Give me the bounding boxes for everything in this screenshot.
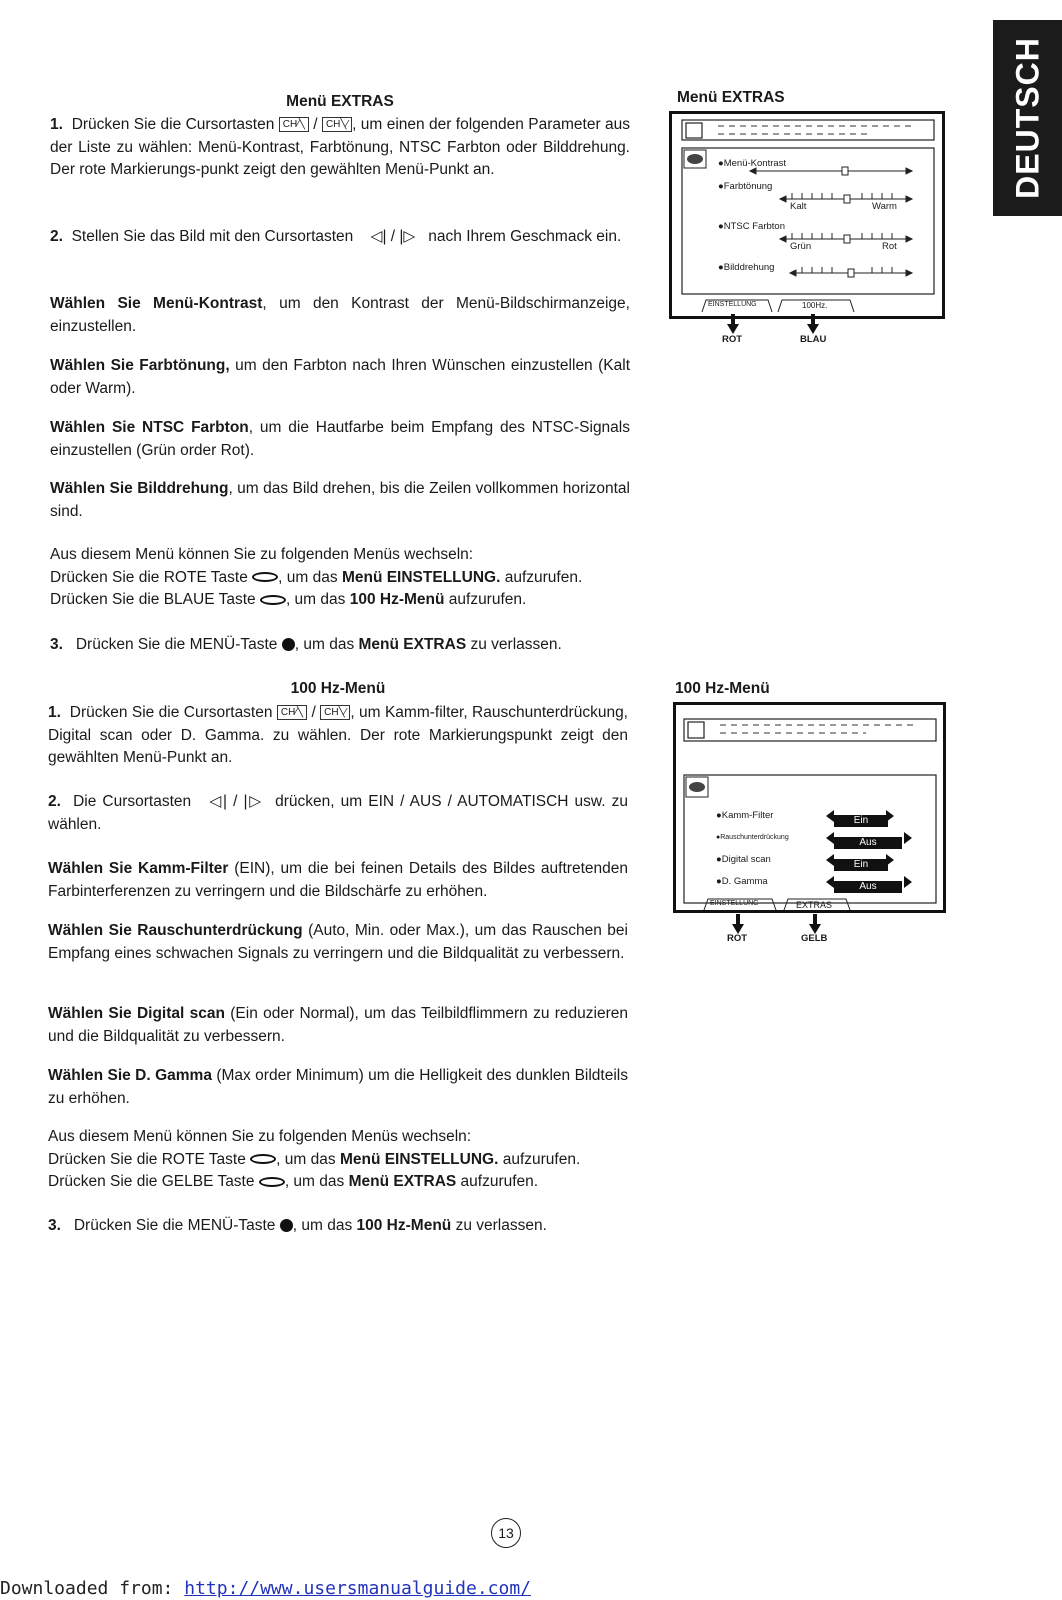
page-number: 13 bbox=[491, 1518, 521, 1548]
fig-extras-label-blau: BLAU bbox=[800, 334, 827, 345]
fig-extras-kalt: Kalt bbox=[790, 201, 807, 212]
channel-down-key-icon: CH╲⁄ bbox=[320, 705, 350, 720]
extras-step1: 1. Drücken Sie die Cursortasten CH⁄╲ / CH╲⁄ , um einen der folgenden Parameter aus der Liste zu wählen: Menü-Kontrast, Farbtönung, NTSC Farbton oder Bilddrehung. Der rote Markierungs-punkt zeigt den gewählten Menü-Punkt an. bbox=[50, 116, 630, 178]
fig-hz-title: 100 Hz-Menü bbox=[675, 680, 770, 697]
footer bbox=[0, 1578, 531, 1599]
fig-hz-tab-right: EXTRAS bbox=[796, 900, 833, 910]
arrow-blau bbox=[807, 324, 819, 334]
red-button-icon bbox=[250, 1154, 276, 1164]
info-icon bbox=[688, 722, 704, 738]
fig-extras-drawing bbox=[672, 114, 942, 316]
red-button-icon bbox=[252, 572, 278, 582]
volume-up-key-icon: |▷ bbox=[399, 228, 416, 245]
fig-extras-screen bbox=[669, 111, 945, 319]
hz-comb-para: Wählen Sie Kamm-Filter (EIN), um die bei feinen Details des Bildes auftretenden Farbinterferenzen zu verringern und die Bildschärfe zu erhöhen. bbox=[48, 860, 628, 900]
arrow-rot bbox=[727, 324, 739, 334]
channel-up-key-icon: CH⁄╲ bbox=[277, 705, 307, 720]
fig-hz-row-value: Ein bbox=[834, 854, 888, 872]
extras-step3: 3. Drücken Sie die MENÜ-Taste , um das Menü EXTRAS zu verlassen. bbox=[50, 636, 562, 653]
extras-heading: Menü EXTRAS bbox=[286, 93, 394, 110]
fig-extras-item-0: ●Menü-Kontrast bbox=[718, 158, 787, 169]
fig-extras-tab-right: 100Hz. bbox=[802, 301, 828, 310]
info-bar bbox=[682, 120, 934, 140]
hz-gamma-para: Wählen Sie D. Gamma (Max order Minimum) um die Helligkeit des dunklen Bildteils zu erhöhen. bbox=[48, 1067, 628, 1107]
extras-contrast-para: Wählen Sie Menü-Kontrast, um den Kontrast der Menü-Bildschirmanzeige, einzustellen. bbox=[50, 295, 630, 335]
fig-extras-tab-left: EINSTELLUNG bbox=[708, 301, 757, 308]
channel-up-key-icon: CH⁄╲ bbox=[279, 117, 309, 132]
footer-prefix: Downloaded from: bbox=[0, 1578, 185, 1599]
blue-button-icon bbox=[260, 595, 286, 605]
extras-tint-para: Wählen Sie Farbtönung, um den Farbton nach Ihren Wünschen einzustellen (Kalt oder Warm). bbox=[50, 357, 631, 397]
extras-rotation-para: Wählen Sie Bilddrehung, um das Bild drehen, bis die Zeilen vollkommen horizontal sind. bbox=[50, 480, 630, 520]
fig-extras-title: Menü EXTRAS bbox=[677, 89, 785, 106]
channel-down-key-icon: CH╲⁄ bbox=[322, 117, 352, 132]
menu-button-icon bbox=[282, 638, 295, 651]
fig-extras-item-2: ●NTSC Farbton bbox=[718, 221, 785, 232]
hz-step3: 3. Drücken Sie die MENÜ-Taste , um das 100 Hz-Menü zu verlassen. bbox=[48, 1217, 547, 1234]
info-icon bbox=[686, 123, 702, 138]
fig-extras-gruen: Grün bbox=[790, 241, 812, 252]
footer-link[interactable]: http://www.usersmanualguide.com/ bbox=[184, 1578, 532, 1599]
language-tab-label: DEUTSCH bbox=[1009, 37, 1045, 199]
eye-icon bbox=[689, 782, 705, 792]
hz-step2: 2. Die Cursortasten ◁| / |▷ drücken, um EIN / AUS / AUTOMATISCH usw. zu wählen. bbox=[48, 793, 629, 833]
extras-switch-block: Aus diesem Menü können Sie zu folgenden Menüs wechseln: Drücken Sie die ROTE Taste , um das Menü EINSTELLUNG. aufzurufen. Drücken Sie die BLAUE Taste , um das 100 Hz-Menü aufzurufen. bbox=[50, 546, 583, 608]
fig-hz-label-gelb: GELB bbox=[801, 933, 828, 944]
fig-hz-row-value: Aus bbox=[834, 832, 902, 850]
extras-ntsc-para: Wählen Sie NTSC Farbton, um die Hautfarbe beim Empfang des NTSC-Signals einzustellen (Grün order Rot). bbox=[50, 419, 630, 459]
fig-hz-row-label: ●D. Gamma bbox=[716, 876, 768, 887]
hz-noise-para: Wählen Sie Rauschunterdrückung (Auto, Min. oder Max.), um das Rauschen bei Empfang eines schwachen Signals zu verringern und die Bildqualität zu verbessern. bbox=[48, 922, 628, 962]
fig-extras-item-3: ●Bilddrehung bbox=[718, 262, 775, 273]
extras-step2: 2. Stellen Sie das Bild mit den Cursortasten ◁| / |▷ nach Ihrem Geschmack ein. bbox=[50, 228, 622, 245]
rotation-slider bbox=[790, 267, 912, 277]
fig-extras-warm: Warm bbox=[872, 201, 897, 212]
info-bar bbox=[684, 719, 936, 741]
fig-hz-arrows bbox=[725, 912, 835, 934]
hz-digital-para: Wählen Sie Digital scan (Ein oder Normal), um das Teilbildflimmern zu reduzieren und die Bildqualität zu verbessern. bbox=[48, 1005, 628, 1045]
hz-heading: 100 Hz-Menü bbox=[290, 680, 386, 697]
hz-step1: 1. Drücken Sie die Cursortasten CH⁄╲ / CH╲⁄ , um Kamm-filter, Rauschunterdrückung, Digital scan oder D. Gamma. zu wählen. Der rote Markierungspunkt zeigt den gewählten Menü-Punkt an. bbox=[48, 704, 628, 766]
fig-hz-row-label: ●Rauschunterdrückung bbox=[716, 834, 789, 841]
fig-hz-row-label: ●Kamm-Filter bbox=[716, 810, 774, 821]
fig-extras-label-rot: ROT bbox=[722, 334, 743, 345]
fig-hz-label-rot: ROT bbox=[727, 933, 748, 944]
fig-extras-item-1: ●Farbtönung bbox=[718, 181, 773, 192]
fig-hz-row-value: Aus bbox=[834, 876, 902, 894]
menu-button-icon bbox=[280, 1219, 293, 1232]
fig-hz-row-label: ●Digital scan bbox=[716, 854, 771, 865]
volume-down-key-icon: ◁| bbox=[370, 228, 387, 245]
language-tab bbox=[993, 20, 1062, 216]
eye-icon bbox=[687, 154, 703, 164]
yellow-button-icon bbox=[259, 1177, 285, 1187]
fig-hz-screen bbox=[673, 702, 946, 913]
hz-switch-block: Aus diesem Menü können Sie zu folgenden Menüs wechseln: Drücken Sie die ROTE Taste , um das Menü EINSTELLUNG. aufzurufen. Drücken Sie die GELBE Taste , um das Menü EXTRAS aufzurufen. bbox=[48, 1128, 581, 1190]
fig-extras-arrows bbox=[720, 312, 830, 334]
fig-extras-rot: Rot bbox=[882, 241, 897, 252]
volume-down-key-icon: ◁| bbox=[209, 793, 228, 810]
fig-hz-row-value: Ein bbox=[834, 810, 888, 828]
volume-up-key-icon: |▷ bbox=[243, 793, 263, 810]
fig-hz-tab-left: EINSTELLUNG bbox=[710, 900, 759, 907]
